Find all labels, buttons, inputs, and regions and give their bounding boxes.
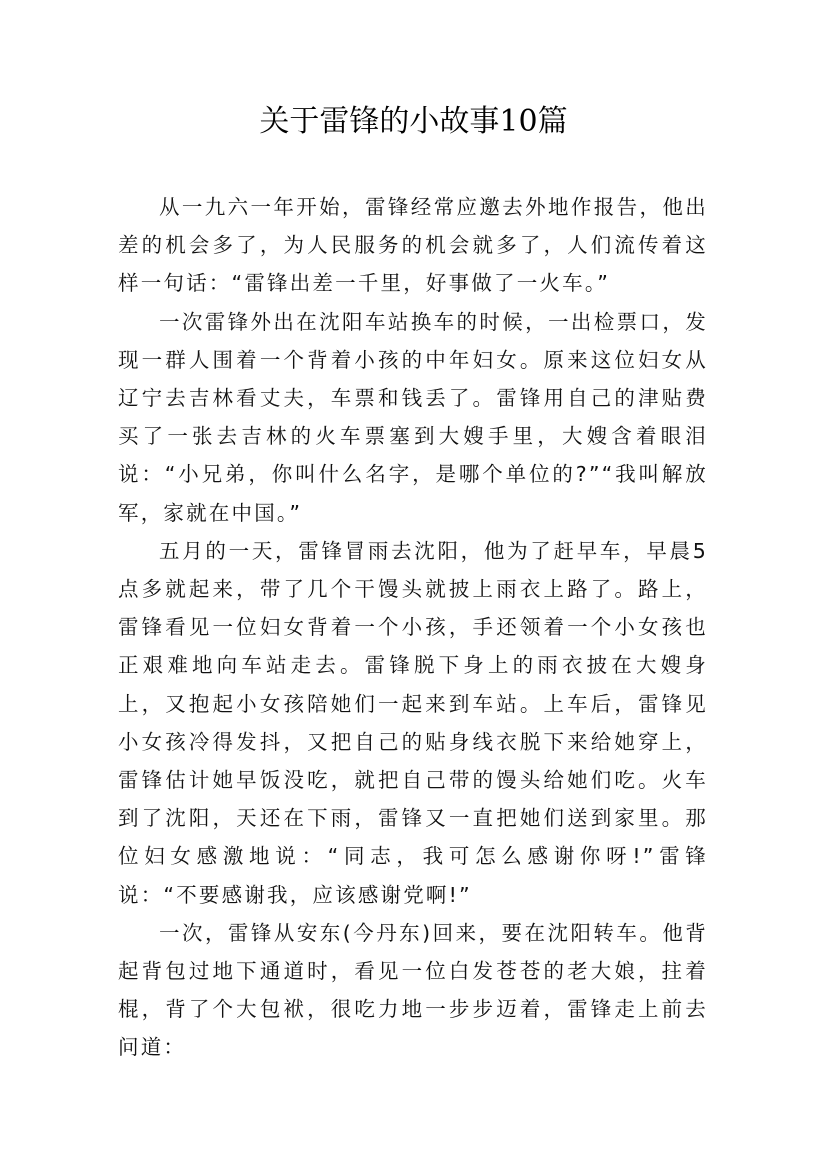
paragraph-2: 一次雷锋外出在沈阳车站换车的时候，一出检票口，发现一群人围着一个背着小孩的中年妇女。原来这位妇女从辽宁去吉林看丈夫，车票和钱丢了。雷锋用自己的津贴费买了一张去吉林的火车票塞到大嫂手里，大嫂含着眼泪说：“小兄弟，你叫什么名字，是哪个单位的?”“我叫解放军，家就在中国。” (118, 309, 708, 525)
document-body (118, 188, 708, 1067)
paragraph-4: 一次，雷锋从安东(今丹东)回来，要在沈阳转车。他背起背包过地下通道时，看见一位白发苍苍的老大娘，拄着棍，背了个大包袱，很吃力地一步步迈着，雷锋走上前去问道： (118, 920, 708, 1060)
paragraph-1: 从一九六一年开始，雷锋经常应邀去外地作报告，他出差的机会多了，为人民服务的机会就多了，人们流传着这样一句话：“雷锋出差一千里，好事做了一火车。” (118, 195, 708, 296)
paragraph-3: 五月的一天，雷锋冒雨去沈阳，他为了赶早车，早晨5点多就起来，带了几个干馒头就披上雨衣上路了。路上，雷锋看见一位妇女背着一个小孩，手还领着一个小女孩也正艰难地向车站走去。雷锋脱下身上的雨衣披在大嫂身上，又抱起小女孩陪她们一起来到车站。上车后，雷锋见小女孩冷得发抖，又把自己的贴身线衣脱下来给她穿上，雷锋估计她早饭没吃，就把自己带的馒头给她们吃。火车到了沈阳，天还在下雨，雷锋又一直把她们送到家里。那位妇女感激地说：“同志，我可怎么感谢你呀!”雷锋说：“不要感谢我，应该感谢党啊!” (118, 538, 708, 907)
document-title: 关于雷锋的小故事10篇 (259, 104, 568, 139)
